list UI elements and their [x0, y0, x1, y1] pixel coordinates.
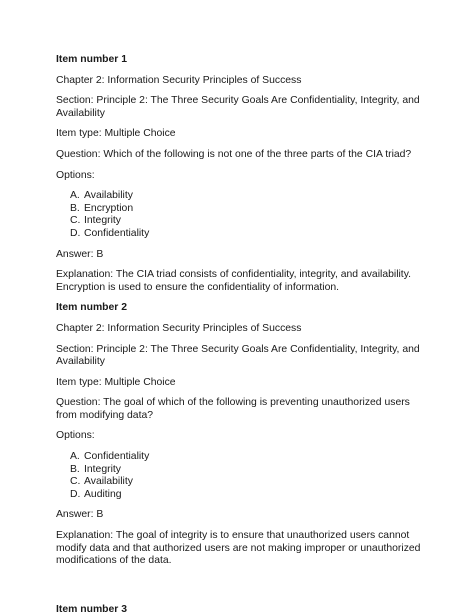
- option-item: [56, 190, 424, 203]
- option-text: Confidentiality: [84, 451, 150, 463]
- option-text: Encryption: [84, 202, 134, 214]
- option-letter: B.: [70, 202, 80, 214]
- section-line: Section: Principle 2: The Three Security Goals Are Confidentiality, Integrity, and Availability: [56, 343, 420, 368]
- option-letter: A.: [70, 190, 80, 202]
- option-letter: D.: [70, 488, 81, 500]
- option-item: [56, 489, 424, 502]
- question-line: Question: Which of the following is not one of the three parts of the CIA triad?: [56, 148, 412, 160]
- blank-spacer: [56, 576, 424, 594]
- option-text: Auditing: [84, 488, 122, 500]
- option-text: Integrity: [84, 215, 121, 227]
- option-text: Availability: [84, 476, 133, 488]
- option-text: Integrity: [84, 463, 121, 475]
- option-item: [56, 464, 424, 477]
- item-type-line: Item type: Multiple Choice: [56, 128, 176, 140]
- option-item: [56, 228, 424, 241]
- option-letter: C.: [70, 215, 81, 227]
- options-label: Options:: [56, 430, 95, 442]
- chapter-line: Chapter 2: Information Security Principles of Success: [56, 74, 302, 86]
- options-label: Options:: [56, 169, 95, 181]
- option-letter: B.: [70, 463, 80, 475]
- chapter-line: Chapter 2: Information Security Principles of Success: [56, 322, 302, 334]
- option-text: Confidentiality: [84, 227, 150, 239]
- answer-line: Answer: B: [56, 509, 104, 521]
- option-item: [56, 203, 424, 216]
- item-3: [56, 604, 424, 616]
- item-2: [56, 302, 424, 568]
- item-heading: Item number 3: [56, 603, 128, 615]
- answer-line: Answer: B: [56, 248, 104, 260]
- option-item: [56, 215, 424, 228]
- question-line: Question: The goal of which of the following is preventing unauthorized users from modifying data?: [56, 397, 410, 421]
- item-type-line: Item type: Multiple Choice: [56, 376, 176, 388]
- item-heading: Item number 2: [56, 302, 128, 314]
- option-letter: D.: [70, 227, 81, 239]
- options-list: [56, 190, 424, 240]
- section-line: Section: Principle 2: The Three Security Goals Are Confidentiality, Integrity, and Availability: [56, 95, 420, 119]
- item-heading: Item number 1: [56, 54, 128, 65]
- option-item: [56, 451, 424, 464]
- options-list: [56, 451, 424, 501]
- option-text: Availability: [84, 190, 133, 202]
- item-1: [56, 54, 424, 294]
- option-letter: A.: [70, 451, 80, 463]
- explanation-line: Explanation: The goal of integrity is to ensure that unauthorized users cannot modify data and that authorized users are not making improper or unauthorized modifications of the data.: [56, 530, 421, 567]
- option-item: [56, 476, 424, 489]
- option-letter: C.: [70, 476, 81, 488]
- explanation-line: Explanation: The CIA triad consists of confidentiality, integrity, and availability. Encryption is used to ensure the confidentiality of information.: [56, 269, 412, 293]
